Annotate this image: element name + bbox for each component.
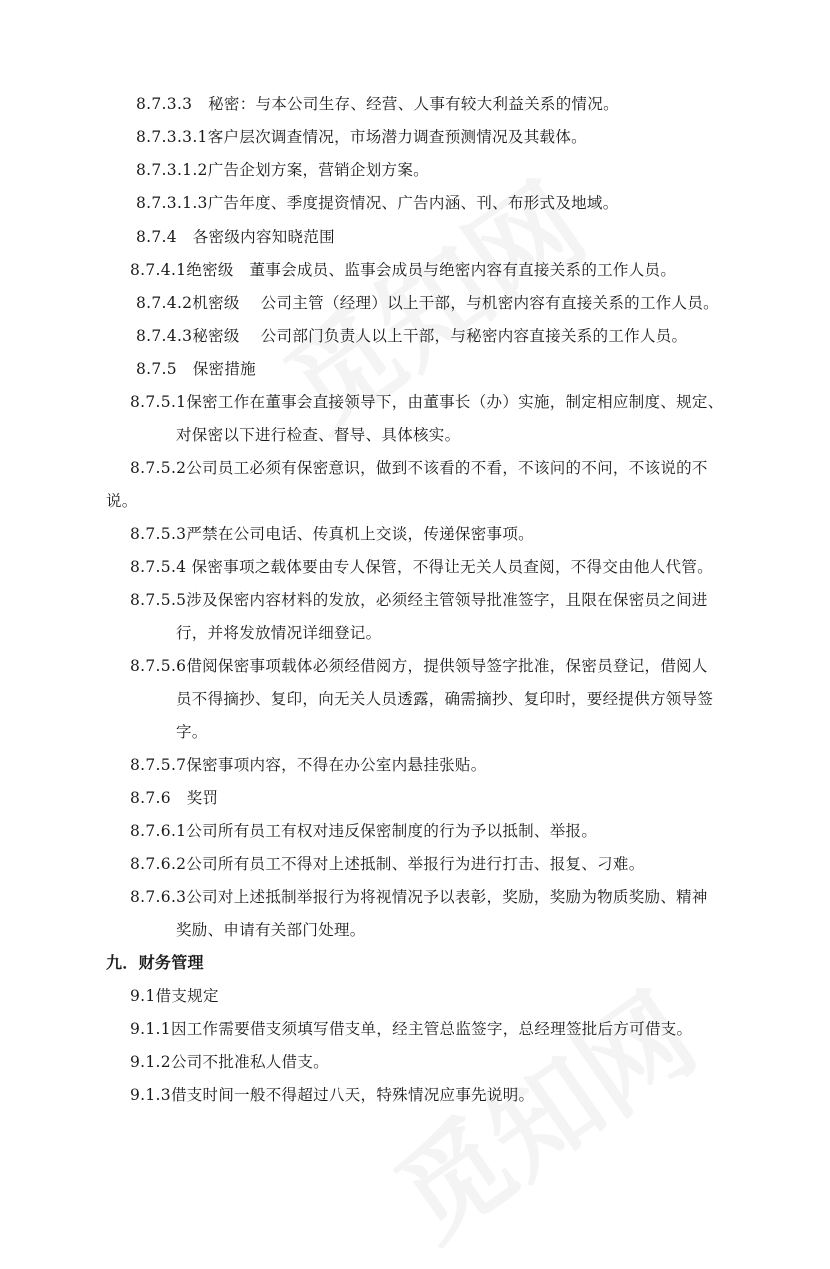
paragraph-line: 员不得摘抄、复印，向无关人员透露，确需摘抄、复印时，要经提供方领导签 [176,690,714,708]
paragraph-line: 说。 [106,492,138,510]
paragraph-line: 8.7.5.7保密事项内容，不得在办公室内悬挂张贴。 [130,756,487,774]
paragraph-line: 8.7.5.4 保密事项之载体要由专人保管，不得让无关人员查阅，不得交由他人代管。 [130,558,713,576]
paragraph-line: 8.7.5.6借阅保密事项载体必须经借阅方，提供领导签字批准，保密员登记，借阅人 [130,657,708,675]
paragraph-line: 8.7.4.3秘密级 公司部门负责人以上干部，与秘密内容直接关系的工作人员。 [136,327,688,345]
section-heading: 8.7.4 各密级内容知晓范围 [136,228,335,246]
paragraph-line: 9.1.3借支时间一般不得超过八天，特殊情况应事先说明。 [130,1086,535,1104]
paragraph-line: 8.7.5.3严禁在公司电话、传真机上交谈，传递保密事项。 [130,525,534,543]
paragraph-line: 8.7.3.1.3广告年度、季度提资情况、广告内涵、刊、布形式及地域。 [136,194,619,212]
paragraph-line: 8.7.6.3公司对上述抵制举报行为将视情况予以表彰，奖励，奖励为物质奖励、精神 [130,888,708,906]
paragraph-line: 8.7.5.2公司员工必须有保密意识，做到不该看的不看，不该问的不问，不该说的不 [130,459,708,477]
section-heading: 9.1借支规定 [130,987,219,1005]
chapter-heading: 九．财务管理 [106,953,204,972]
section-heading: 8.7.5 保密措施 [136,360,256,378]
paragraph-line: 9.1.2公司不批准私人借支。 [130,1053,329,1071]
paragraph-line: 8.7.3.3 秘密：与本公司生存、经营、人事有较大利益关系的情况。 [136,95,619,113]
paragraph-line: 奖励、申请有关部门处理。 [176,921,366,939]
section-heading: 8.7.6 奖罚 [130,789,219,807]
paragraph-line: 行，并将发放情况详细登记。 [176,624,382,642]
paragraph-line: 8.7.4.2机密级 公司主管（经理）以上干部，与机密内容有直接关系的工作人员。 [136,294,719,312]
paragraph-line: 8.7.4.1绝密级 董事会成员、监事会成员与绝密内容有直接关系的工作人员。 [130,261,677,279]
watermark [360,951,721,1269]
paragraph-line: 对保密以下进行检查、督导、具体核实。 [176,426,461,444]
paragraph-line: 8.7.6.2公司所有员工不得对上述抵制、举报行为进行打击、报复、刁难。 [130,855,645,873]
paragraph-line: 字。 [176,723,208,741]
paragraph-line: 8.7.5.1保密工作在董事会直接领导下，由董事长（办）实施，制定相应制度、规定、 [130,393,724,411]
paragraph-line: 9.1.1因工作需要借支须填写借支单，经主管总监签字，总经理签批后方可借支。 [130,1020,693,1038]
paragraph-line: 8.7.5.5涉及保密内容材料的发放，必须经主管领导批准签字，且限在保密员之间进 [130,591,708,609]
paragraph-line: 8.7.3.3.1客户层次调查情况，市场潜力调查预测情况及其载体。 [136,128,587,146]
paragraph-line: 8.7.3.1.2广告企划方案，营销企划方案。 [136,161,429,179]
paragraph-line: 8.7.6.1公司所有员工有权对违反保密制度的行为予以抵制、举报。 [130,822,598,840]
